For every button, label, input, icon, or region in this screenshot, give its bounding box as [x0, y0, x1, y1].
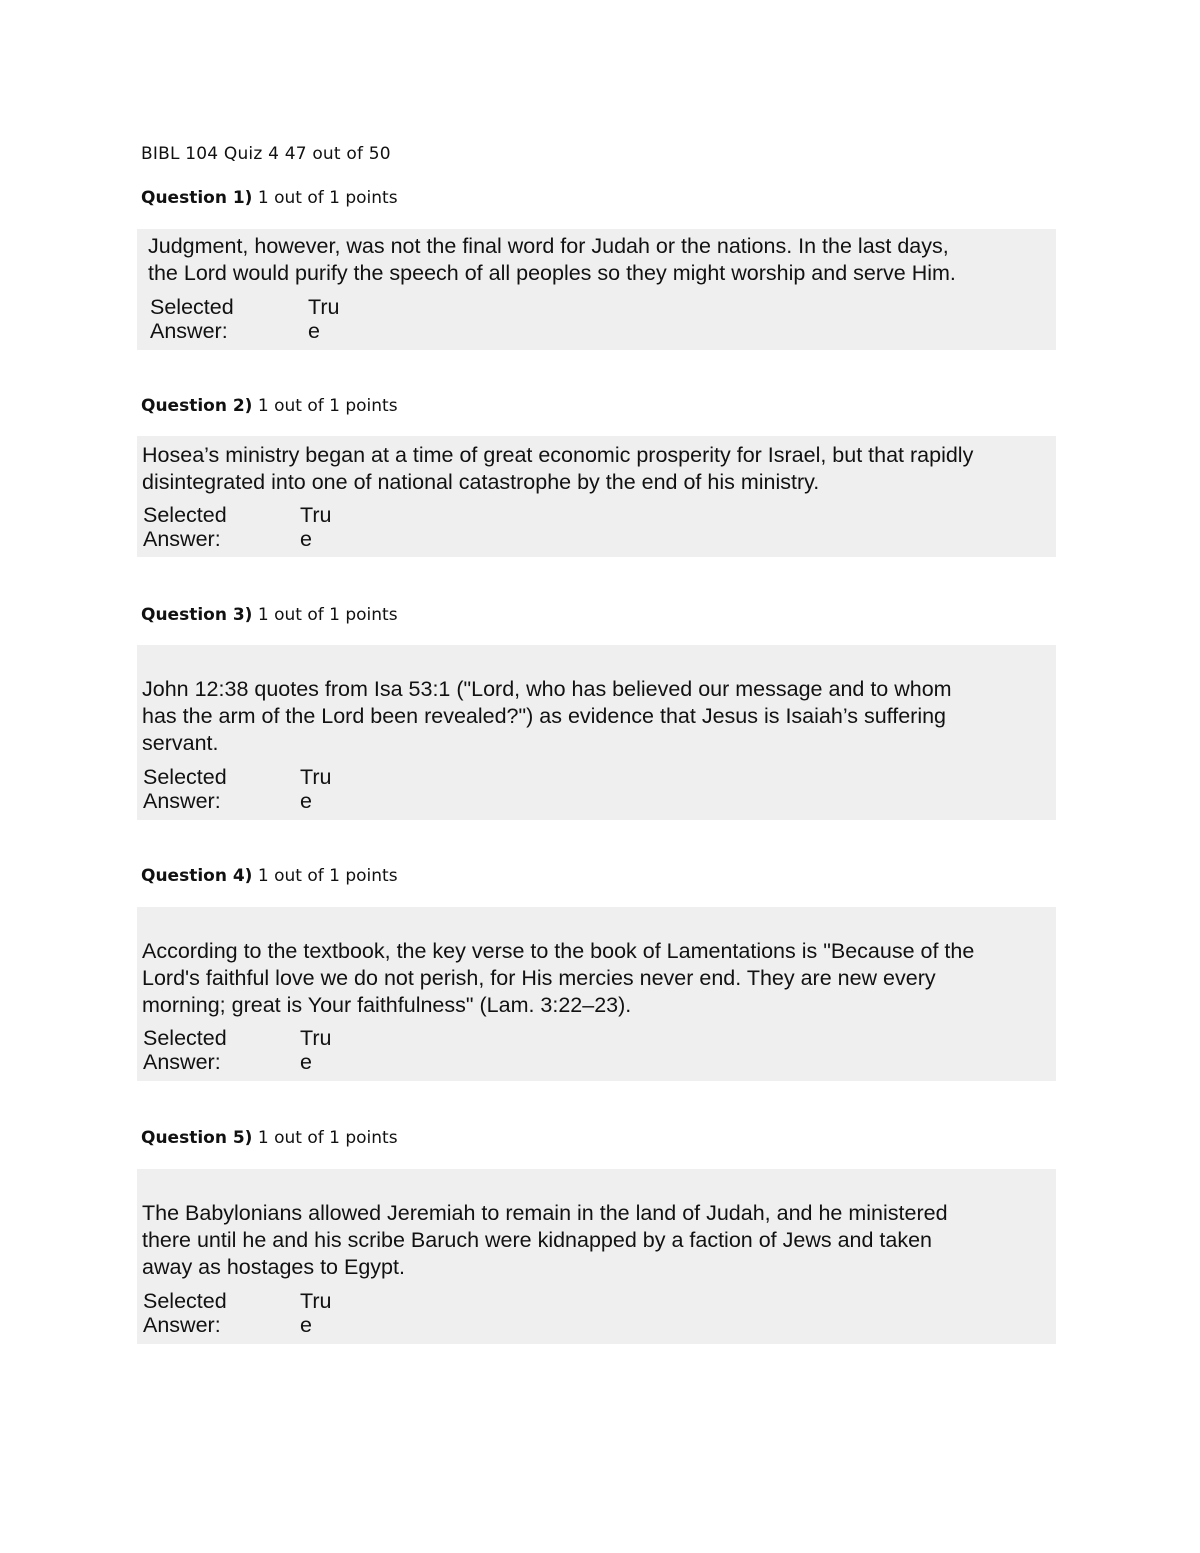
answer-label-line: Selected [150, 295, 234, 319]
question-2-text-line: disintegrated into one of national catastrophe by the end of his ministry. [142, 470, 820, 494]
question-5-answer-label [143, 1289, 263, 1337]
question-1-text-line: the Lord would purify the speech of all peoples so they might worship and serve Him. [148, 261, 956, 285]
answer-value-line: Tru [300, 765, 332, 789]
answer-value-line: e [308, 319, 320, 343]
question-5-heading [141, 1128, 398, 1148]
question-5-answer-value [300, 1289, 340, 1337]
question-2-label: Question 2) [141, 396, 253, 416]
document-title: BIBL 104 Quiz 4 47 out of 50 [141, 144, 391, 164]
question-1-label: Question 1) [141, 188, 253, 208]
question-1-answer-value [308, 295, 348, 343]
question-1-text-line: Judgment, however, was not the final word for Judah or the nations. In the last days, [148, 234, 949, 258]
question-4-label: Question 4) [141, 866, 253, 886]
question-3-heading [141, 605, 398, 625]
answer-label-line: Answer: [143, 527, 221, 551]
question-3-answer-label [143, 765, 263, 813]
answer-value-line: e [300, 789, 312, 813]
answer-label-line: Answer: [143, 1050, 221, 1074]
answer-value-line: Tru [300, 1289, 332, 1313]
question-2-text [142, 442, 1052, 496]
question-5-text-line: The Babylonians allowed Jeremiah to remain in the land of Judah, and he ministered [142, 1201, 948, 1225]
question-5-text-line: there until he and his scribe Baruch were kidnapped by a faction of Jews and taken [142, 1228, 933, 1252]
answer-label-line: Selected [143, 503, 227, 527]
answer-label-line: Selected [143, 1289, 227, 1313]
question-3-score: 1 out of 1 points [257, 605, 398, 625]
question-3-text-line: has the arm of the Lord been revealed?") as evidence that Jesus is Isaiah’s suffering [142, 704, 947, 728]
question-4-score: 1 out of 1 points [257, 866, 398, 886]
question-3-text-line: servant. [142, 731, 219, 755]
answer-value-line: e [300, 1050, 312, 1074]
question-5-text-line: away as hostages to Egypt. [142, 1255, 405, 1279]
question-2-score: 1 out of 1 points [257, 396, 398, 416]
question-4-heading [141, 866, 398, 886]
question-3-box [137, 645, 1056, 820]
question-3-text [142, 676, 1052, 757]
answer-value-line: e [300, 1313, 312, 1337]
question-2-box [137, 436, 1056, 557]
answer-label-line: Selected [143, 1026, 227, 1050]
answer-label-line: Answer: [150, 319, 228, 343]
answer-label-line: Answer: [143, 1313, 221, 1337]
answer-value-line: Tru [300, 1026, 332, 1050]
question-4-text-line: According to the textbook, the key verse to the book of Lamentations is "Because of the [142, 939, 975, 963]
question-4-answer-value [300, 1026, 340, 1074]
question-3-text-line: John 12:38 quotes from Isa 53:1 ("Lord, who has believed our message and to whom [142, 677, 952, 701]
question-1-text [148, 233, 1052, 287]
answer-label-line: Answer: [143, 789, 221, 813]
question-5-score: 1 out of 1 points [257, 1128, 398, 1148]
answer-value-line: Tru [300, 503, 332, 527]
question-2-text-line: Hosea’s ministry began at a time of great economic prosperity for Israel, but that rapidly [142, 443, 974, 467]
question-4-answer-label [143, 1026, 263, 1074]
question-4-text-line: Lord's faithful love we do not perish, for His mercies never end. They are new every [142, 966, 936, 990]
answer-value-line: Tru [308, 295, 340, 319]
question-1-answer-label [150, 295, 270, 343]
answer-value-line: e [300, 527, 312, 551]
question-1-box [137, 229, 1056, 350]
question-2-heading [141, 396, 398, 416]
question-1-heading [141, 188, 398, 208]
question-5-label: Question 5) [141, 1128, 253, 1148]
question-4-text [142, 938, 1052, 1019]
question-5-box [137, 1169, 1056, 1344]
question-4-box [137, 907, 1056, 1081]
question-2-answer-value [300, 503, 340, 551]
question-4-text-line: morning; great is Your faithfulness" (Lam. 3:22–23). [142, 993, 632, 1017]
question-5-text [142, 1200, 1052, 1281]
answer-label-line: Selected [143, 765, 227, 789]
question-3-label: Question 3) [141, 605, 253, 625]
question-2-answer-label [143, 503, 263, 551]
question-1-score: 1 out of 1 points [257, 188, 398, 208]
question-3-answer-value [300, 765, 340, 813]
